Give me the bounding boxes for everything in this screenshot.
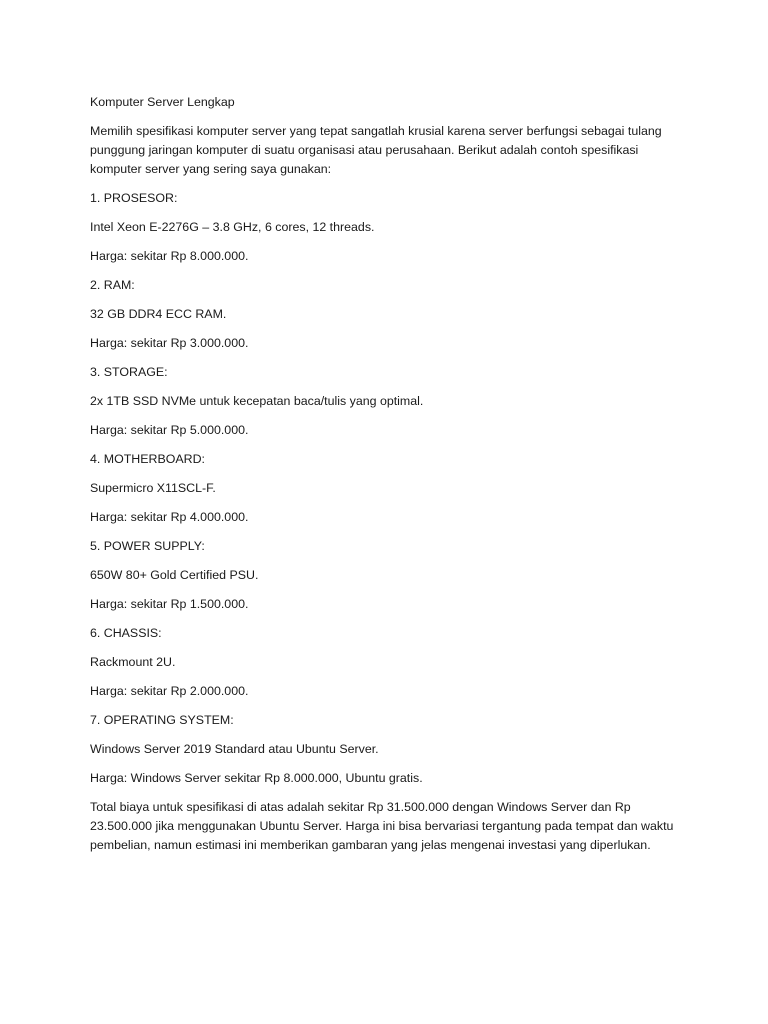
section-detail-chassis: Rackmount 2U. bbox=[90, 655, 176, 669]
section-price-chassis: Harga: sekitar Rp 2.000.000. bbox=[90, 684, 249, 698]
section-heading-power-supply: 5. POWER SUPPLY: bbox=[90, 539, 205, 553]
section-price-storage: Harga: sekitar Rp 5.000.000. bbox=[90, 423, 249, 437]
section-price-prosesor: Harga: sekitar Rp 8.000.000. bbox=[90, 249, 249, 263]
intro-paragraph: Memilih spesifikasi komputer server yang tepat sangatlah krusial karena server berfungsi sebagai tulang punggung jaringan komputer di suatu organisasi atau perusahaan. Berikut adalah contoh spesifikasi komputer server yang sering saya gunakan: bbox=[90, 124, 662, 176]
conclusion-paragraph: Total biaya untuk spesifikasi di atas adalah sekitar Rp 31.500.000 dengan Windows Server dan Rp 23.500.000 jika menggunakan Ubuntu Server. Harga ini bisa bervariasi tergantung pada tempat dan waktu pembelian, namun estimasi ini memberikan gambaran yang jelas mengenai investasi yang diperlukan. bbox=[90, 800, 674, 852]
section-heading-chassis: 6. CHASSIS: bbox=[90, 626, 162, 640]
section-price-power-supply: Harga: sekitar Rp 1.500.000. bbox=[90, 597, 249, 611]
section-detail-power-supply: 650W 80+ Gold Certified PSU. bbox=[90, 568, 259, 582]
section-heading-prosesor: 1. PROSESOR: bbox=[90, 191, 178, 205]
section-price-ram: Harga: sekitar Rp 3.000.000. bbox=[90, 336, 249, 350]
section-heading-ram: 2. RAM: bbox=[90, 278, 135, 292]
section-detail-ram: 32 GB DDR4 ECC RAM. bbox=[90, 307, 227, 321]
section-heading-operating-system: 7. OPERATING SYSTEM: bbox=[90, 713, 234, 727]
section-detail-motherboard: Supermicro X11SCL-F. bbox=[90, 481, 216, 495]
document-body bbox=[90, 93, 680, 865]
section-detail-operating-system: Windows Server 2019 Standard atau Ubuntu Server. bbox=[90, 742, 379, 756]
section-price-operating-system: Harga: Windows Server sekitar Rp 8.000.000, Ubuntu gratis. bbox=[90, 771, 423, 785]
section-detail-storage: 2x 1TB SSD NVMe untuk kecepatan baca/tulis yang optimal. bbox=[90, 394, 424, 408]
section-heading-motherboard: 4. MOTHERBOARD: bbox=[90, 452, 205, 466]
section-heading-storage: 3. STORAGE: bbox=[90, 365, 168, 379]
document-title: Komputer Server Lengkap bbox=[90, 95, 235, 109]
section-detail-prosesor: Intel Xeon E-2276G – 3.8 GHz, 6 cores, 12 threads. bbox=[90, 220, 375, 234]
section-price-motherboard: Harga: sekitar Rp 4.000.000. bbox=[90, 510, 249, 524]
